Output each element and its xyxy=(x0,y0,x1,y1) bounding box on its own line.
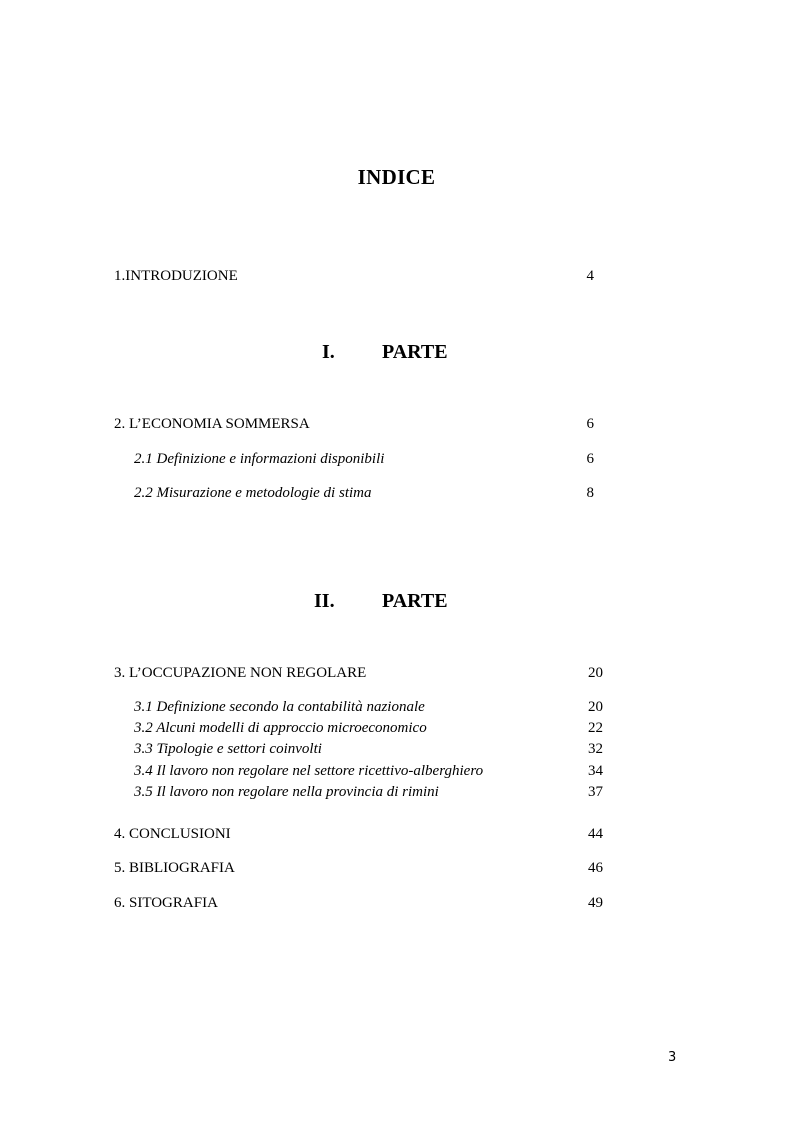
toc-entry-label: 2.2 Misurazione e metodologie di stima xyxy=(134,485,372,501)
toc-entry-page: 46 xyxy=(588,860,603,876)
toc-entry-page: 20 xyxy=(588,699,603,715)
toc-entry-section-2 xyxy=(114,414,603,434)
toc-entry-page: 37 xyxy=(588,784,603,800)
toc-entry-label: 4. CONCLUSIONI xyxy=(114,826,231,842)
toc-entry-page: 22 xyxy=(588,720,603,736)
toc-entry-label: 3.2 Alcuni modelli di approccio microeconomico xyxy=(134,720,427,736)
toc-entry-page: 4 xyxy=(586,268,594,284)
toc-entry-label: 3.1 Definizione secondo la contabilità nazionale xyxy=(134,699,425,715)
toc-entry-section-3-5 xyxy=(134,782,603,802)
toc-entry-label: 2. L’ECONOMIA SOMMERSA xyxy=(114,416,310,432)
part-two-heading xyxy=(0,590,793,614)
toc-entry-section-2-2 xyxy=(134,483,603,503)
part-numeral: II. xyxy=(314,590,335,612)
toc-entry-section-2-1 xyxy=(134,449,603,469)
toc-entry-page: 49 xyxy=(588,895,603,911)
toc-entry-label: 3.3 Tipologie e settori coinvolti xyxy=(134,741,322,757)
page-number: 3 xyxy=(668,1050,677,1065)
toc-entry-page: 6 xyxy=(586,451,594,467)
part-word: PARTE xyxy=(382,341,448,363)
toc-entry-label: 5. BIBLIOGRAFIA xyxy=(114,860,235,876)
toc-entry-section-3-1 xyxy=(134,697,603,717)
toc-entry-label: 2.1 Definizione e informazioni disponibili xyxy=(134,451,385,467)
toc-entry-label: 6. SITOGRAFIA xyxy=(114,895,218,911)
toc-entry-label: 3.4 Il lavoro non regolare nel settore ricettivo-alberghiero xyxy=(134,763,484,779)
toc-entry-section-6 xyxy=(114,893,603,913)
toc-entry-page: 32 xyxy=(588,741,603,757)
part-numeral: I. xyxy=(322,341,335,363)
toc-entry-section-3-3 xyxy=(134,739,603,759)
toc-entry-page: 34 xyxy=(588,763,603,779)
toc-entry-section-3 xyxy=(114,663,603,683)
toc-entry-label: 3. L’OCCUPAZIONE NON REGOLARE xyxy=(114,665,367,681)
part-word: PARTE xyxy=(382,590,448,612)
page-title: INDICE xyxy=(357,165,436,189)
toc-entry-page: 8 xyxy=(586,485,594,501)
part-one-heading xyxy=(0,341,793,365)
toc-entry-section-4 xyxy=(114,824,603,844)
toc-entry-page: 44 xyxy=(588,826,603,842)
toc-entry-label: 1.INTRODUZIONE xyxy=(114,268,238,284)
toc-entry-section-3-2 xyxy=(134,718,603,738)
toc-entry-page: 20 xyxy=(588,665,603,681)
toc-entry-label: 3.5 Il lavoro non regolare nella provincia di rimini xyxy=(134,784,439,800)
toc-entry-section-5 xyxy=(114,858,603,878)
toc-entry-section-3-4 xyxy=(134,761,603,781)
toc-entry-introduction xyxy=(114,266,603,286)
toc-entry-page: 6 xyxy=(586,416,594,432)
